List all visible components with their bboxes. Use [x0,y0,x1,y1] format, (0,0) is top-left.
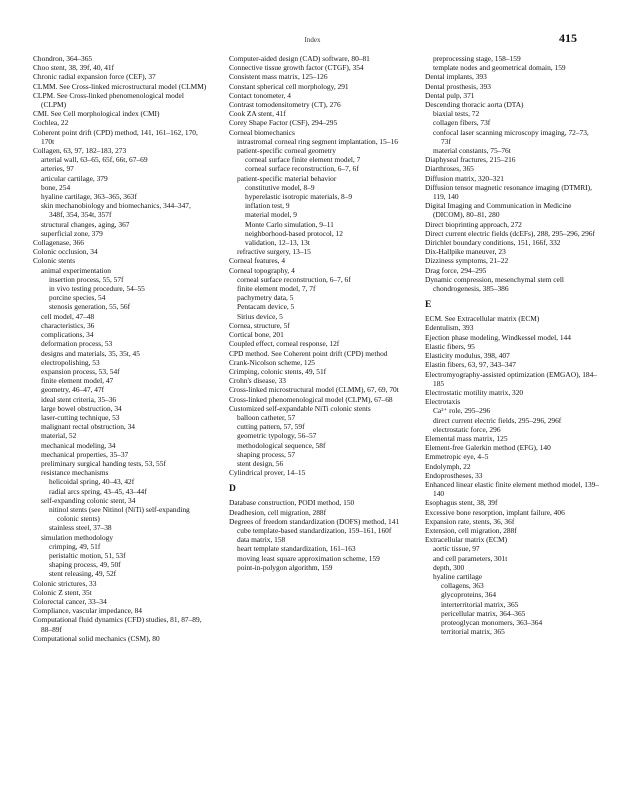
index-entry: crimping, 49, 51f [49,541,101,551]
section-letter: E [425,300,432,311]
index-entry: Contact tonometer, 4 [229,90,291,100]
index-entry: Descending thoracic aorta (DTA) [425,100,524,110]
index-entry: stenosis generation, 55, 56f [49,302,131,312]
index-entry: Dental implants, 393 [425,72,487,82]
index-entry: stent design, 56 [237,458,284,468]
index-entry: Choo stent, 38, 39f, 40, 41f [33,63,115,73]
index-entry: depth, 300 [433,562,465,572]
index-entry: cutting pattern, 57, 59f [237,422,305,432]
index-entry: Cross-linked microstructural model (CLMM), 67, 69, 70t [229,385,399,395]
index-entry: finite element model, 7, 7f [237,284,316,294]
index-entry: Crank-Nicolson scheme, 125 [229,357,315,367]
index-entry: Colonic Z stent, 35t [33,587,92,597]
index-entry: Electrotaxis [425,397,461,407]
index-entry: methodological sequence, 58f [237,440,326,450]
index-entry: Dix-Hallpike maneuver, 23 [425,247,506,257]
index-entry: aortic tissue, 97 [433,544,480,554]
index-entry: Diaphyseal fractures, 215–216 [425,155,516,165]
index-entry: superficial zone, 379 [41,228,103,238]
index-entry: collagens, 363 [441,581,484,591]
index-column-3 [425,54,600,636]
index-entry: and cell parameters, 301t [433,553,508,563]
index-entry: Database construction, PODI method, 150 [229,498,355,508]
index-entry: Expansion rate, stents, 36, 36f [425,516,515,526]
index-entry: electropolishing, 53 [41,357,100,367]
index-entry: heart template standardization, 161–163 [237,544,356,554]
index-entry: point-in-polygon algorithm, 159 [237,562,333,572]
index-entry: Dizziness symptoms, 21–22 [425,256,509,266]
index-entry: Corneal topography, 4 [229,265,295,275]
index-entry: Compliance, vascular impedance, 84 [33,606,142,616]
index-entry: Colonic strictures, 33 [33,578,97,588]
index-entry: Colorectal cancer, 33–34 [33,596,107,606]
index-entry: Coupled effect, corneal response, 12f [229,339,340,349]
index-entry: Cornea, structure, 5f [229,320,290,330]
index-entry: hyaline cartilage [433,571,483,581]
index-entry: Consistent mass matrix, 125–126 [229,72,328,82]
index-entry: Cook ZA stent, 41f [229,109,286,119]
index-entry: CPD method. See Coherent point drift (CPD) method [229,348,388,358]
index-entry: corneal surface reconstruction, 6–7, 6f [245,164,359,174]
index-entry: stent releasing, 49, 52f [49,569,117,579]
index-entry: intrastromal corneal ring segment implantation, 15–16 [237,136,398,146]
index-entry: patient-specific corneal geometry [237,146,336,156]
index-entry: interterritorial matrix, 365 [441,599,519,609]
index-entry: preprocessing stage, 158–159 [433,54,521,63]
index-entry: Monte Carlo simulation, 9–11 [245,219,334,229]
section-letter: D [229,484,236,495]
index-entry: Sirius device, 5 [237,311,283,321]
index-entry: CLPM. See Cross-linked phenomenological model (CLPM) [33,90,184,110]
index-entry: Emmetropic eye, 4–5 [425,452,489,462]
index-entry: Elastic fibers, 95 [425,341,475,351]
index-entry: neighborhood-based protocol, 12 [245,228,343,238]
index-entry: bone, 254 [41,182,71,192]
page-number: 415 [559,31,577,45]
index-entry: Edentulism, 393 [425,323,474,333]
index-entry: complications, 34 [41,330,94,340]
index-entry: deformation process, 53 [41,339,113,349]
index-entry: Excessive bone resorption, implant failure, 406 [425,507,565,517]
index-entry: proteoglycan monomers, 363–364 [441,617,543,627]
index-entry: territorial matrix, 365 [441,627,505,637]
index-entry: electrostatic force, 296 [433,424,501,434]
index-entry: Direct current electric fields (dcEFs), 288, 295–296, 296f [425,228,595,238]
index-entry: insertion process, 55, 57f [49,274,124,284]
index-entry: shaping process, 49, 50f [49,560,121,570]
index-entry: CMI. See Cell morphological index (CMI) [33,109,160,119]
index-entry: pachymetry data, 5 [237,293,294,303]
index-entry: confocal laser scanning microscopy imaging, 72–73, 73f [433,127,589,146]
index-entry: Elasticity modulus, 398, 407 [425,351,510,361]
index-entry: designs and materials, 35, 35t, 45 [41,348,140,358]
index-entry: Extension, cell migration, 288f [425,525,517,535]
index-entry: helicoidal spring, 40–43, 42f [49,477,135,487]
index-entry: structural changes, aging, 367 [41,219,130,229]
index-entry: peristaltic motion, 51, 53f [49,550,126,560]
index-entry: Collagen, 63, 97, 182–183, 273 [33,146,127,156]
index-entry: constitutive model, 8–9 [245,182,315,192]
index-entry: arterial wall, 63–65, 65f, 66t, 67–69 [41,155,148,165]
index-entry: moving least square approximation scheme, 159 [237,553,380,563]
index-entry: refractive surgery, 13–15 [237,247,311,257]
index-entry: porcine species, 54 [49,293,106,303]
index-entry: Crohn's disease, 33 [229,376,286,386]
index-entry: data matrix, 158 [237,535,286,545]
index-entry: Elemental mass matrix, 125 [425,433,508,443]
index-entry: Contrast tomodensitometry (CT), 276 [229,100,341,110]
index-entry: geometry, 46–47, 47f [41,385,105,395]
index-entry: nitinol stents (see Nitinol (NiTi) self-expanding colonic stents) [49,504,190,524]
index-entry: Colonic stents [33,256,76,266]
index-entry: Corneal biomechanics [229,127,295,137]
index-entry: pericellular matrix, 364–365 [441,608,526,618]
index-entry: simulation methodology [41,532,114,542]
index-entry: in vivo testing procedure, 54–55 [49,284,145,294]
index-entry: Elastin fibers, 63, 97, 343–347 [425,360,516,370]
index-entry: patient-specific material behavior [237,173,337,183]
index-entry: Ejection phase modeling, Windkessel model, 144 [425,332,571,342]
index-entry: Corneal features, 4 [229,256,286,266]
index-entry: Direct bioprinting approach, 272 [425,219,522,229]
index-entry: Electromyography-assisted optimization (EMGAO), 184–185 [425,369,598,388]
index-entry: self-expanding colonic stent, 34 [41,495,136,505]
index-entry: Customized self-expandable NiTi colonic stents [229,403,371,413]
index-entry: Computational fluid dynamics (CFD) studies, 81, 87–89, 88–89f [33,615,202,634]
index-entry: geometric typology, 56–57 [237,431,317,441]
index-entry: Diarthroses, 365 [425,164,474,174]
index-entry: skin mechanobiology and biomechanics, 344–347, 348f, 354, 354t, 357f [41,201,191,220]
index-entry: finite element model, 47 [41,376,114,386]
index-entry: Esophagus stent, 38, 39f [425,498,498,508]
index-entry: Degrees of freedom standardization (DOFS) method, 141 [229,516,400,526]
index-entry: Connective tissue growth factor (CTGF), 354 [229,63,364,73]
index-entry: Digital Imaging and Communication in Medicine (DICOM), 80–81, 280 [425,201,572,220]
index-entry: inflation test, 9 [245,201,290,211]
index-entry: Colonic occlusion, 34 [33,247,98,257]
index-entry: Dental pulp, 371 [425,90,475,100]
index-entry: preliminary surgical handing tests, 53, 55f [41,458,166,468]
index-entry: ideal stent criteria, 35–36 [41,394,117,404]
index-entry: Corey Shape Factor (CSF), 294–295 [229,118,338,128]
index-entry: material, 52 [41,431,77,441]
index-entry: laser-cutting technique, 53 [41,412,120,422]
index-entry: Diffusion matrix, 320–321 [425,173,504,183]
index-entry: Constant spherical cell morphology, 291 [229,81,349,91]
index-entry: Pentacam device, 5 [237,302,295,312]
index-entry: articular cartilage, 379 [41,173,108,183]
index-entry: Ca²⁺ role, 295–296 [433,406,491,416]
index-entry: material constants, 75–76t [433,146,511,156]
index-entry: malignant rectal obstruction, 34 [41,422,135,432]
index-entry: template nodes and geometrical domain, 159 [433,63,566,73]
index-entry: collagen fibers, 73f [433,118,491,128]
index-entry: corneal surface reconstruction, 6–7, 6f [237,274,351,284]
index-entry: Endolymph, 22 [425,461,471,471]
index-entry: Computer-aided design (CAD) software, 80–81 [229,54,370,63]
index-entry: Deadhesion, cell migration, 288f [229,507,327,517]
index-entry: Dirichlet boundary conditions, 151, 166f, 332 [425,238,561,248]
index-entry: CLMM. See Cross-linked microstructural model (CLMM) [33,81,207,91]
index-entry: hyperelastic isotropic materials, 8–9 [245,192,353,202]
index-entry: Crimping, colonic stents, 49, 51f [229,366,327,376]
index-entry: balloon catheter, 57 [237,412,296,422]
index-entry: biaxial tests, 72 [433,109,480,119]
index-entry: Chronic radial expansion force (CEF), 37 [33,72,156,82]
index-entry: ECM. See Extracellular matrix (ECM) [425,314,540,324]
index-entry: Electrostatic motility matrix, 320 [425,387,524,397]
index-entry: Collagenase, 366 [33,238,84,248]
index-entry: Dynamic compression, mesenchymal stem cell chondrogenesis, 385–386 [425,274,564,294]
index-entry: Chondron, 364–365 [33,54,93,63]
index-column-1 [33,54,208,643]
index-entry: mechanical modeling, 34 [41,440,116,450]
index-entry: Element-free Galerkin method (EFG), 140 [425,443,551,453]
index-entry: shaping process, 57 [237,449,296,459]
index-entry: mechanical properties, 35–37 [41,449,129,459]
index-entry: resistance mechanisms [41,468,109,478]
index-entry: validation, 12–13, 13t [245,238,310,248]
index-entry: Cochlea, 22 [33,118,69,128]
index-entry: Enhanced linear elastic finite element method model, 139–140 [425,479,600,499]
index-entry: animal experimentation [41,265,111,275]
index-entry: Extracellular matrix (ECM) [425,535,508,545]
index-entry: Coherent point drift (CPD) method, 141, 161–162, 170, 170t [33,127,198,146]
index-column-2 [229,54,404,572]
index-entry: cell model, 47–48 [41,311,95,321]
index-entry: cube template-based standardization, 159–161, 160f [237,525,392,535]
index-entry: corneal surface finite element model, 7 [245,155,361,165]
index-entry: arteries, 97 [41,164,74,174]
index-entry: Cortical bone, 201 [229,330,284,340]
index-entry: material model, 9 [245,210,297,220]
index-entry: direct current electric fields, 295–296, 296f [433,415,562,425]
running-header: Index [304,36,321,44]
index-entry: hyaline cartilage, 363–365, 363f [41,192,137,202]
index-entry: stainless steel, 37–38 [49,523,112,533]
index-entry: characteristics, 36 [41,320,95,330]
index-entry: large bowel obstruction, 34 [41,403,122,413]
index-entry: Cross-linked phenomenological model (CLPM), 67–68 [229,394,393,404]
index-entry: Computational solid mechanics (CSM), 80 [33,633,160,643]
index-entry: Cylindrical prover, 14–15 [229,468,306,478]
index-entry: Drag force, 294–295 [425,265,487,275]
index-entry: radial arcs spring, 43–45, 43–44f [49,486,147,496]
index-entry: Diffusion tensor magnetic resonance imaging (DTMRI), 119, 140 [425,182,592,202]
index-entry: expansion process, 53, 54f [41,366,120,376]
index-entry: Endoprostheses, 33 [425,470,483,480]
index-entry: glycoproteins, 364 [441,590,497,600]
index-entry: Dental prosthesis, 393 [425,81,491,91]
